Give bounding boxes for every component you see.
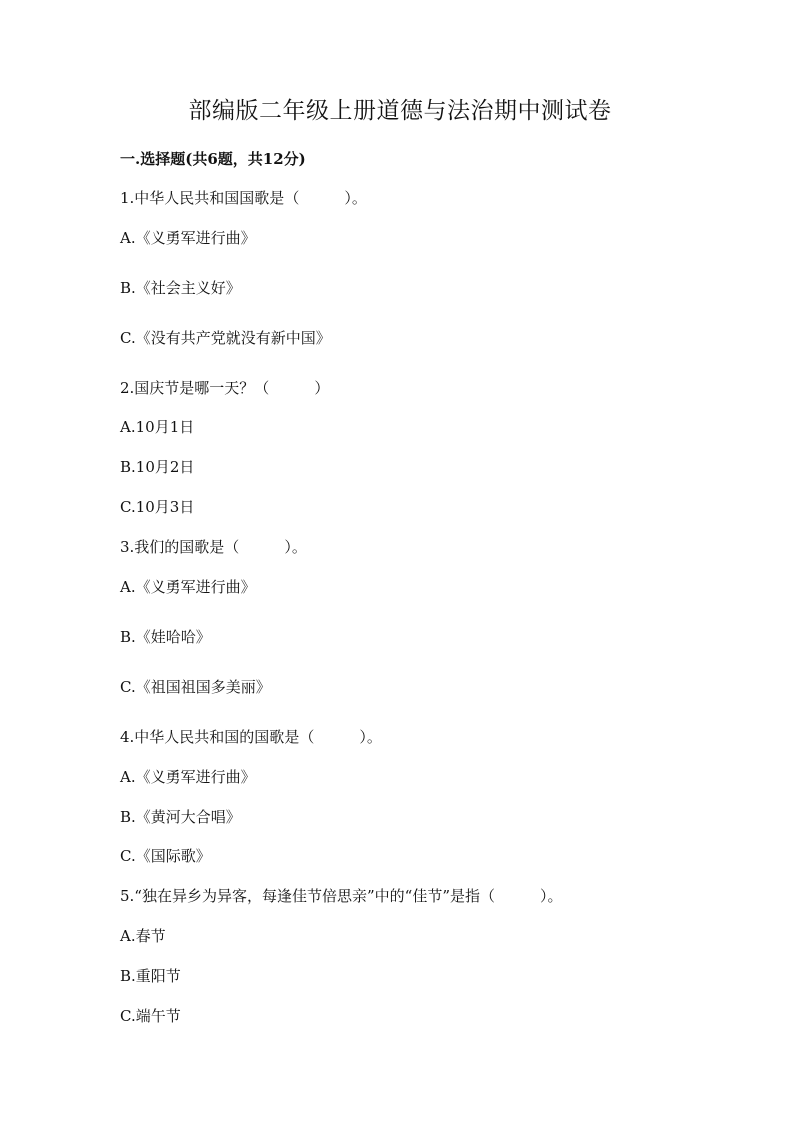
question-1-option-b: B.《社会主义好》 — [120, 279, 241, 297]
question-5-option-a: A.春节 — [120, 927, 166, 945]
page-title: 部编版二年级上册道德与法治期中测试卷 — [188, 98, 612, 124]
question-5-option-b: B.重阳节 — [120, 967, 181, 985]
question-3-option-c: C.《祖国祖国多美丽》 — [120, 678, 271, 696]
question-stem-2: 2.国庆节是哪一天？（ ） — [120, 379, 330, 397]
question-stem-1: 1.中华人民共和国国歌是（ ）。 — [120, 189, 367, 207]
question-4-option-c: C.《国际歌》 — [120, 847, 211, 865]
question-2-option-c: C.10月3日 — [120, 498, 195, 516]
question-4-option-a: A.《义勇军进行曲》 — [120, 768, 256, 786]
question-stem-4: 4.中华人民共和国的国歌是（ ）。 — [120, 728, 382, 746]
question-5-option-c: C.端午节 — [120, 1007, 181, 1025]
question-1-option-a: A.《义勇军进行曲》 — [120, 229, 256, 247]
question-2-option-a: A.10月1日 — [120, 418, 195, 436]
question-3-option-a: A.《义勇军进行曲》 — [120, 578, 256, 596]
question-stem-3: 3.我们的国歌是（ ）。 — [120, 538, 307, 556]
question-stem-5: 5.“独在异乡为异客，每逢佳节倍思亲”中的“佳节”是指（ ）。 — [120, 887, 563, 905]
question-4-option-b: B.《黄河大合唱》 — [120, 808, 241, 826]
question-2-option-b: B.10月2日 — [120, 458, 195, 476]
question-1-option-c: C.《没有共产党就没有新中国》 — [120, 329, 331, 347]
section-heading: 一.选择题(共6题，共12分) — [120, 150, 306, 168]
question-3-option-b: B.《娃哈哈》 — [120, 628, 211, 646]
